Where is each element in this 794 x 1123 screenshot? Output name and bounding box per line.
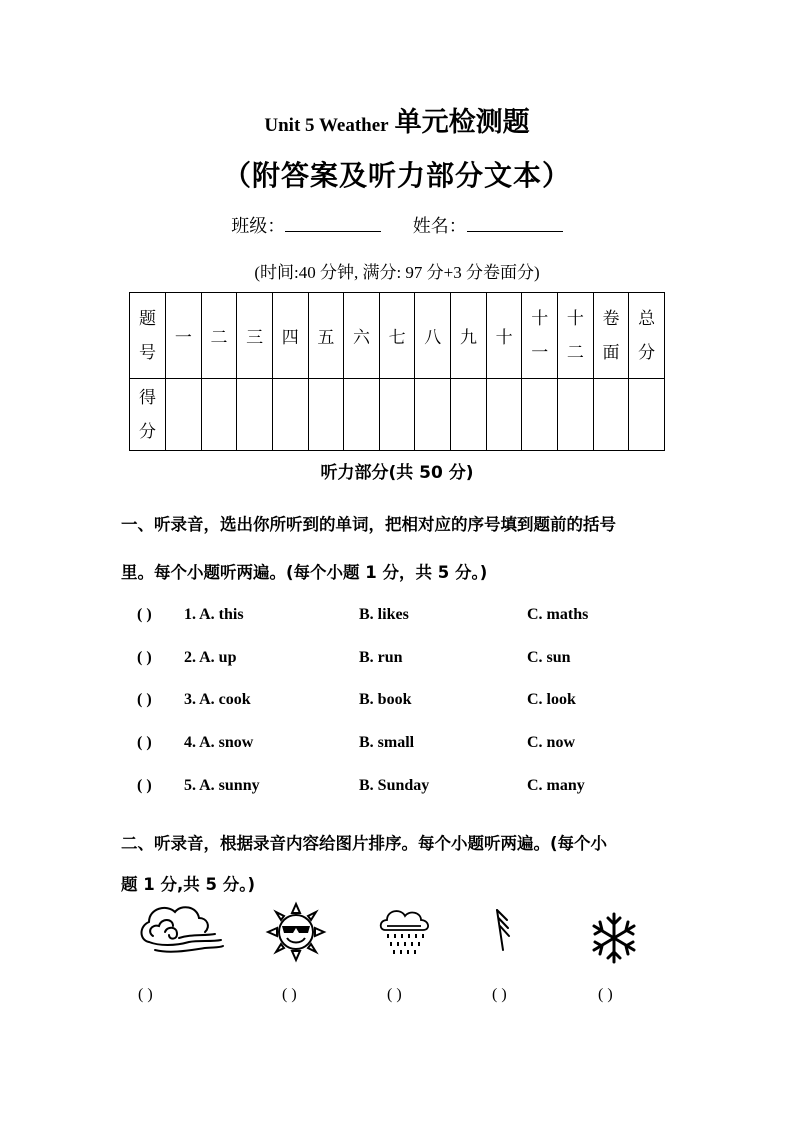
option-a: 4. A. snow (184, 734, 254, 751)
col-9: 九 (451, 293, 487, 379)
col-11: 十 一 (522, 293, 558, 379)
part1-instruction-line2: 里。每个小题听两遍。(每个小题 1 分，共 5 分。) (121, 563, 488, 582)
page-title (0, 100, 794, 139)
question-row (121, 734, 681, 758)
option-b: B. run (359, 649, 403, 666)
score-cell[interactable] (308, 379, 344, 451)
option-b: B. Sunday (359, 777, 430, 794)
answer-paren[interactable]: ( ) (137, 691, 152, 708)
score-cell[interactable] (593, 379, 629, 451)
option-b: B. book (359, 691, 412, 708)
score-cell[interactable] (486, 379, 522, 451)
part2-instruction-line2: 题 1 分,共 5 分。) (121, 875, 255, 894)
question-row (121, 691, 681, 715)
answer-paren[interactable]: ( ) (137, 606, 152, 623)
score-cell[interactable] (451, 379, 487, 451)
question-number-label: 题 号 (130, 293, 166, 379)
option-c: C. many (527, 777, 585, 794)
option-c: C. now (527, 734, 576, 751)
question-row (121, 777, 681, 801)
score-row (130, 379, 665, 451)
option-a: 2. A. up (184, 649, 237, 666)
col-6: 六 (344, 293, 380, 379)
class-blank[interactable] (285, 215, 381, 232)
rainy-cloud-icon (377, 906, 433, 962)
answer-paren[interactable]: ( ) (137, 734, 152, 751)
answer-paren[interactable]: ( ) (137, 649, 152, 666)
name-label: 姓名： (412, 216, 467, 237)
col-7: 七 (379, 293, 415, 379)
option-c: C. maths (527, 606, 589, 623)
name-blank[interactable] (467, 215, 563, 232)
col-neatness: 卷 面 (593, 293, 629, 379)
listening-section-title: 听力部分(共 50 分) (320, 463, 474, 483)
score-cell[interactable] (166, 379, 202, 451)
col-8: 八 (415, 293, 451, 379)
option-b: B. small (359, 734, 415, 751)
weather-pictures (121, 898, 681, 978)
question-row (121, 606, 681, 630)
col-12: 十 二 (558, 293, 594, 379)
option-c: C. sun (527, 649, 571, 666)
score-cell[interactable] (344, 379, 380, 451)
picture-answer-paren[interactable]: ( ) (282, 986, 297, 1003)
score-cell[interactable] (237, 379, 273, 451)
student-info (0, 212, 794, 238)
score-table (129, 292, 665, 451)
col-4: 四 (272, 293, 308, 379)
page-subtitle: （附答案及听力部分文本） (222, 159, 571, 192)
option-c: C. look (527, 691, 576, 708)
option-a: 5. A. sunny (184, 777, 260, 794)
picture-answer-paren[interactable]: ( ) (598, 986, 613, 1003)
score-cell[interactable] (522, 379, 558, 451)
title-chinese: 单元检测题 (394, 107, 530, 138)
part1-instruction-line1: 一、听录音，选出你所听到的单词，把相对应的序号填到题前的括号 (121, 515, 616, 534)
option-b: B. likes (359, 606, 409, 623)
snowflake-icon (589, 910, 639, 966)
picture-answer-paren[interactable]: ( ) (138, 986, 153, 1003)
col-2: 二 (201, 293, 237, 379)
sunny-sun-icon (259, 898, 333, 968)
option-a: 3. A. cook (184, 691, 251, 708)
score-cell[interactable] (272, 379, 308, 451)
col-1: 一 (166, 293, 202, 379)
score-cell[interactable] (629, 379, 665, 451)
picture-answer-paren[interactable]: ( ) (492, 986, 507, 1003)
part2-instruction-line1: 二、听录音，根据录音内容给图片排序。每个小题听两遍。(每个小 (121, 834, 608, 853)
col-5: 五 (308, 293, 344, 379)
title-english: Unit 5 Weather (264, 115, 389, 136)
time-info: (时间:40 分钟, 满分: 97 分+3 分卷面分) (254, 263, 540, 282)
picture-answer-paren[interactable]: ( ) (387, 986, 402, 1003)
class-label: 班级： (231, 216, 286, 237)
col-total: 总 分 (629, 293, 665, 379)
score-cell[interactable] (379, 379, 415, 451)
windy-cloud-icon (135, 902, 227, 962)
col-10: 十 (486, 293, 522, 379)
question-row (121, 649, 681, 673)
score-cell[interactable] (415, 379, 451, 451)
wind-flag-icon (489, 906, 519, 954)
score-cell[interactable] (201, 379, 237, 451)
answer-paren[interactable]: ( ) (137, 777, 152, 794)
score-header-row (130, 293, 665, 379)
col-3: 三 (237, 293, 273, 379)
option-a: 1. A. this (184, 606, 244, 623)
score-label: 得 分 (130, 379, 166, 451)
score-cell[interactable] (558, 379, 594, 451)
